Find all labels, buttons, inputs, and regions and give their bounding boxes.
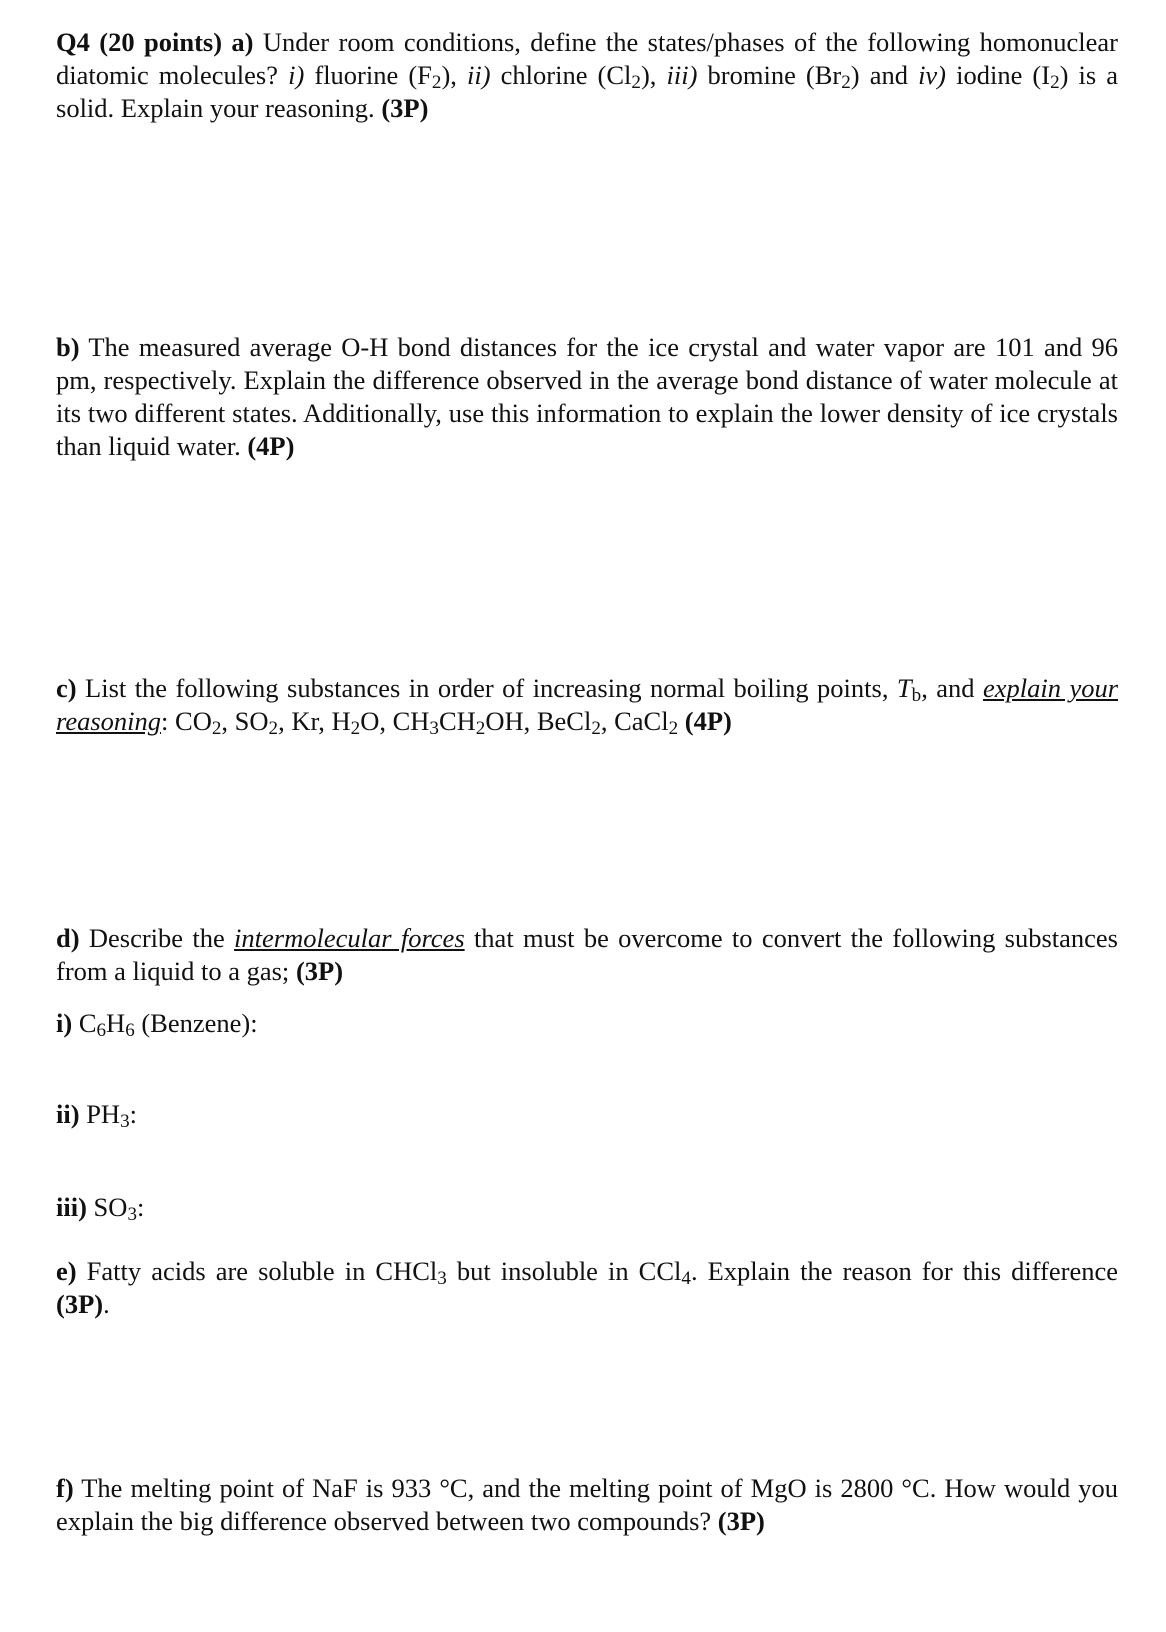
intermolecular-forces-emphasis: intermolecular forces bbox=[234, 923, 465, 953]
question-e-points: (3P) bbox=[56, 1289, 104, 1319]
question-f-label: f) bbox=[56, 1473, 74, 1503]
question-a bbox=[56, 26, 1118, 125]
question-d bbox=[56, 922, 1118, 988]
question-b-points: (4P) bbox=[247, 431, 295, 461]
question-c-text: c) List the following substances in order of increasing normal boiling points, $T_b$, and explain your reasoning: $CO_2$, $SO_2$, Kr, $H_2O$, $CH_3CH_2OH$, BeCl$_2$, CaCl$_2$ (4P) bbox=[56, 673, 1119, 740]
question-d-label: d) bbox=[56, 923, 80, 953]
question-a-points: (3P) bbox=[381, 93, 429, 123]
question-b-label: b) bbox=[56, 332, 80, 362]
question-f bbox=[56, 1472, 1118, 1538]
question-c bbox=[56, 672, 1118, 738]
question-b bbox=[56, 331, 1118, 463]
question-d-ii: ii) $PH_3$: bbox=[56, 1099, 137, 1133]
question-a-text: Q4 (20 points) a) Under room conditions, define the states/phases of the following homonuclear diatomic molecules? i) fluorine $(F_2)$, ii) chlorine $(Cl_2)$, iii) bromine $(Br_2)$ and iv) iodine $(I_2)$ is a solid. Explain your reasoning. (3P) bbox=[56, 27, 1119, 123]
question-d-points: (3P) bbox=[295, 956, 344, 986]
question-a-label: Q4 (20 points) a) bbox=[56, 27, 254, 57]
question-f-points: (3P) bbox=[717, 1506, 765, 1536]
question-c-label: c) bbox=[56, 673, 77, 703]
question-b-text: b) The measured average O-H bond distances for the ice crystal and water vapor are 101 and 96 pm, respectively. Explain the difference observed in the average bond distance of water molecule at its two different states. Additionally, use this information to explain the lower density of ice crystals than liquid water. (4P) bbox=[56, 332, 1118, 461]
question-e-label: e) bbox=[56, 1256, 77, 1286]
question-c-points: (4P) bbox=[684, 706, 732, 736]
question-d-iii: iii) $SO_3$: bbox=[56, 1192, 145, 1226]
question-d-i: i) $C_6H_6$ (Benzene): bbox=[56, 1008, 258, 1042]
question-e bbox=[56, 1255, 1118, 1321]
question-f-text: f) The melting point of NaF is 933 °C, and the melting point of MgO is 2800 °C. How would you explain the big difference observed between two compounds? (3P) bbox=[56, 1473, 1118, 1536]
question-d-text: d) Describe the intermolecular forces that must be overcome to convert the following substances from a liquid to a gas; (3P) bbox=[56, 923, 1118, 986]
question-e-text: e) Fatty acids are soluble in CHCl$_3$ but insoluble in CCl$_4$. Explain the reason for this difference (3P). bbox=[56, 1256, 1118, 1319]
explain-reasoning-emphasis: explain your reasoning bbox=[56, 673, 1119, 736]
